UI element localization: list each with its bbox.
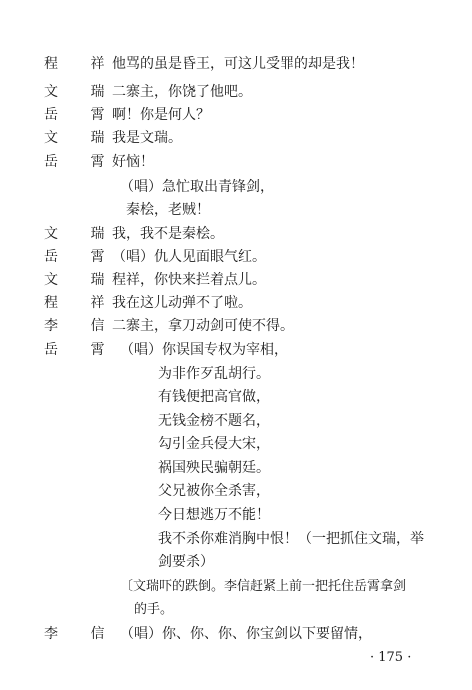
dialogue-line: （唱）仇人见面眼气红。 (112, 249, 266, 265)
verse-line: 今日想逃万不能！ (158, 507, 270, 523)
dialogue-line: 我，我不是秦桧。 (112, 226, 224, 242)
stage-direction: 〔文瑞吓的跌倒。李信赶紧上前一把托住岳霄拿剑 (120, 579, 407, 594)
verse-line: 有钱便把高官做， (158, 389, 270, 405)
dialogue-line: 他骂的虽是昏王，可这儿受罪的却是我！ (112, 56, 364, 72)
speaker-label: 岳 霄 (44, 342, 119, 358)
stage-direction: 剑要杀） (158, 554, 214, 570)
dialogue-line: 我在这儿动弹不了啦。 (112, 295, 252, 311)
dialogue-line: 我是文瑞。 (112, 130, 182, 146)
dialogue-line: 秦桧，老贼！ (126, 202, 210, 218)
verse-line: 为非作歹乱胡行。 (158, 366, 270, 382)
speaker-label: 李 信 (44, 626, 119, 642)
dialogue-line: 二寨主，拿刀动剑可使不得。 (112, 318, 294, 334)
verse-line: 勾引金兵侵大宋， (158, 436, 270, 452)
speaker-label: 岳 霄 (44, 249, 119, 265)
dialogue-line: 二寨主，你饶了他吧。 (112, 84, 252, 100)
verse-line: 无钱金榜不题名， (158, 413, 270, 429)
dialogue-line: 程祥，你快来拦着点儿。 (112, 272, 266, 288)
dialogue-line: 啊！你是何人？ (112, 107, 210, 123)
verse-line: 我不杀你难消胸中恨！（一把抓住文瑞，举 (158, 531, 424, 547)
speaker-label: 岳 霄 (44, 154, 119, 170)
speaker-label: 程 祥 (44, 56, 119, 72)
stage-direction: 的手。 (134, 602, 174, 617)
speaker-label: 李 信 (44, 318, 119, 334)
speaker-label: 文 瑞 (44, 226, 119, 242)
speaker-label: 文 瑞 (44, 272, 119, 288)
speaker-label: 文 瑞 (44, 130, 119, 146)
speaker-label: 程 祥 (44, 295, 119, 311)
page-number: · 175 · (370, 650, 412, 665)
speaker-label: 文 瑞 (44, 84, 119, 100)
sung-line: （唱）你、你、你、你宝剑以下要留情， (120, 626, 372, 642)
dialogue-line: 好恼！ (112, 154, 154, 170)
speaker-label: 岳 霄 (44, 107, 119, 123)
sung-line: （唱）你误国专权为宰相， (120, 342, 288, 358)
verse-line: 父兄被你全杀害， (158, 483, 270, 499)
verse-line: 祸国殃民骗朝廷。 (158, 460, 270, 476)
sung-line: （唱）急忙取出青锋剑， (120, 179, 274, 195)
